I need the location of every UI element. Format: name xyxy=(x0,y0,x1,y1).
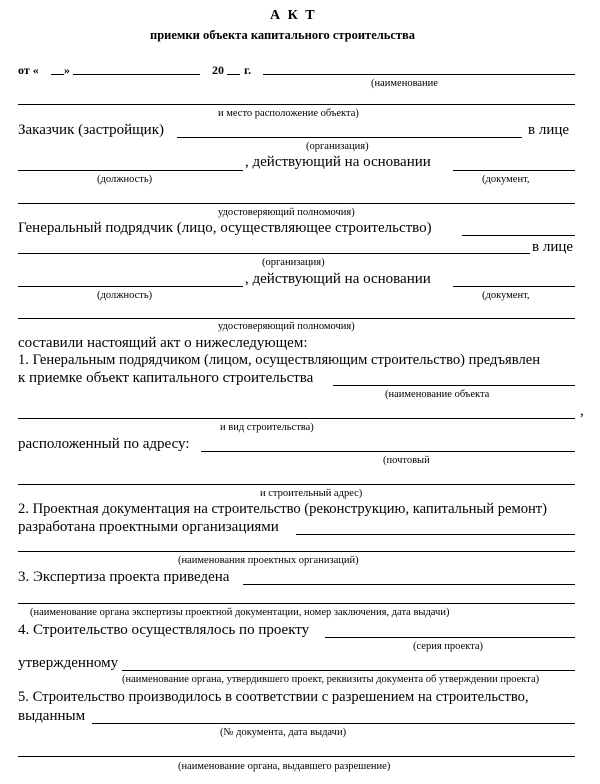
approved-label: утвержденному xyxy=(18,655,119,671)
date-day-field[interactable] xyxy=(51,74,64,75)
caption-expertise-org: (наименование органа экспертизы проектной документации, номер заключения, дата выдачи) xyxy=(30,607,450,618)
approval-field[interactable] xyxy=(122,670,575,671)
date-month-field[interactable] xyxy=(73,74,200,75)
caption-design-orgs: (наименования проектных организаций) xyxy=(178,555,359,566)
contractor-authority-field[interactable] xyxy=(18,318,575,319)
acting-basis-label-1: , действующий на основании xyxy=(245,154,431,170)
object-name-field[interactable] xyxy=(263,74,575,75)
object-location-field[interactable] xyxy=(18,104,575,105)
design-orgs-field[interactable] xyxy=(296,534,575,535)
document-title: А К Т xyxy=(270,8,317,23)
caption-approval-org: (наименование органа, утвердившего проект, реквизиты документа об утверждении проекта) xyxy=(122,674,540,685)
item5-text-line1: 5. Строительство производилось в соответствии с разрешением на строительство, xyxy=(18,689,529,705)
contractor-field[interactable] xyxy=(462,235,575,236)
contractor-field-continued[interactable] xyxy=(18,253,530,254)
permit-field[interactable] xyxy=(92,723,575,724)
caption-construction-kind: и вид строительства) xyxy=(220,422,314,433)
caption-construction-address: и строительный адрес) xyxy=(260,488,363,499)
caption-document-1: (документ, xyxy=(482,174,530,185)
contractor-position-field[interactable] xyxy=(18,286,243,287)
caption-permit-doc: (№ документа, дата выдачи) xyxy=(220,727,347,738)
customer-position-field[interactable] xyxy=(18,170,243,171)
date-year-field[interactable] xyxy=(227,74,240,75)
date-mid: » xyxy=(64,63,70,77)
caption-position-1: (должность) xyxy=(97,174,153,185)
item1-text-line2: к приемке объект капитального строительства xyxy=(18,370,314,386)
construction-kind-field[interactable] xyxy=(18,418,575,419)
caption-permit-org: (наименование органа, выдавшего разрешение) xyxy=(178,761,391,772)
caption-document-2: (документ, xyxy=(482,290,530,301)
postal-address-field[interactable] xyxy=(201,451,575,452)
item4-text: 4. Строительство осуществлялось по проекту xyxy=(18,622,310,638)
caption-postal-address: (почтовый xyxy=(383,455,430,466)
customer-basis-field[interactable] xyxy=(453,170,575,171)
contractor-basis-field[interactable] xyxy=(453,286,575,287)
date-suffix: г. xyxy=(244,63,252,77)
caption-object-kind: (наименование объекта xyxy=(385,389,490,400)
date-prefix: от « xyxy=(18,63,39,77)
caption-authority-2: удостоверяющий полномочия) xyxy=(218,321,355,332)
caption-customer-org: (организация) xyxy=(306,141,369,152)
item3-text: 3. Экспертиза проекта приведена xyxy=(18,569,230,585)
expertise-field[interactable] xyxy=(243,584,575,585)
caption-project-series: (серия проекта) xyxy=(413,641,484,652)
acting-basis-label-2: , действующий на основании xyxy=(245,271,431,287)
date-year-prefix: 20 xyxy=(212,63,224,77)
customer-label: Заказчик (застройщик) xyxy=(18,122,164,138)
document-subtitle: приемки объекта капитального строительства xyxy=(150,28,416,42)
design-orgs-field-continued[interactable] xyxy=(18,551,575,552)
composed-statement: составили настоящий акт о нижеследующем: xyxy=(18,335,308,351)
expertise-field-continued[interactable] xyxy=(18,603,575,604)
contractor-label: Генеральный подрядчик (лицо, осуществляющее строительство) xyxy=(18,220,432,236)
permit-org-field[interactable] xyxy=(18,756,575,757)
customer-authority-field[interactable] xyxy=(18,203,575,204)
project-field[interactable] xyxy=(325,637,575,638)
located-label: расположенный по адресу: xyxy=(18,436,190,452)
item5-text-line2: выданным xyxy=(18,708,86,724)
comma: , xyxy=(580,403,584,419)
item2-text-line1: 2. Проектная документация на строительство (реконструкцию, капитальный ремонт) xyxy=(18,501,548,517)
in-person-label-1: в лице xyxy=(528,122,570,138)
object-type-field[interactable] xyxy=(333,385,575,386)
caption-object-name: (наименование xyxy=(371,78,438,89)
customer-field[interactable] xyxy=(177,137,522,138)
caption-contractor-org: (организация) xyxy=(262,257,325,268)
construction-address-field[interactable] xyxy=(18,484,575,485)
item2-text-line2: разработана проектными организациями xyxy=(18,519,279,535)
caption-object-location: и место расположение объекта) xyxy=(218,108,359,119)
item1-text-line1: 1. Генеральным подрядчиком (лицом, осуществляющим строительство) предъявлен xyxy=(18,352,541,368)
caption-authority-1: удостоверяющий полномочия) xyxy=(218,207,355,218)
caption-position-2: (должность) xyxy=(97,290,153,301)
in-person-label-2: в лице xyxy=(532,239,574,255)
